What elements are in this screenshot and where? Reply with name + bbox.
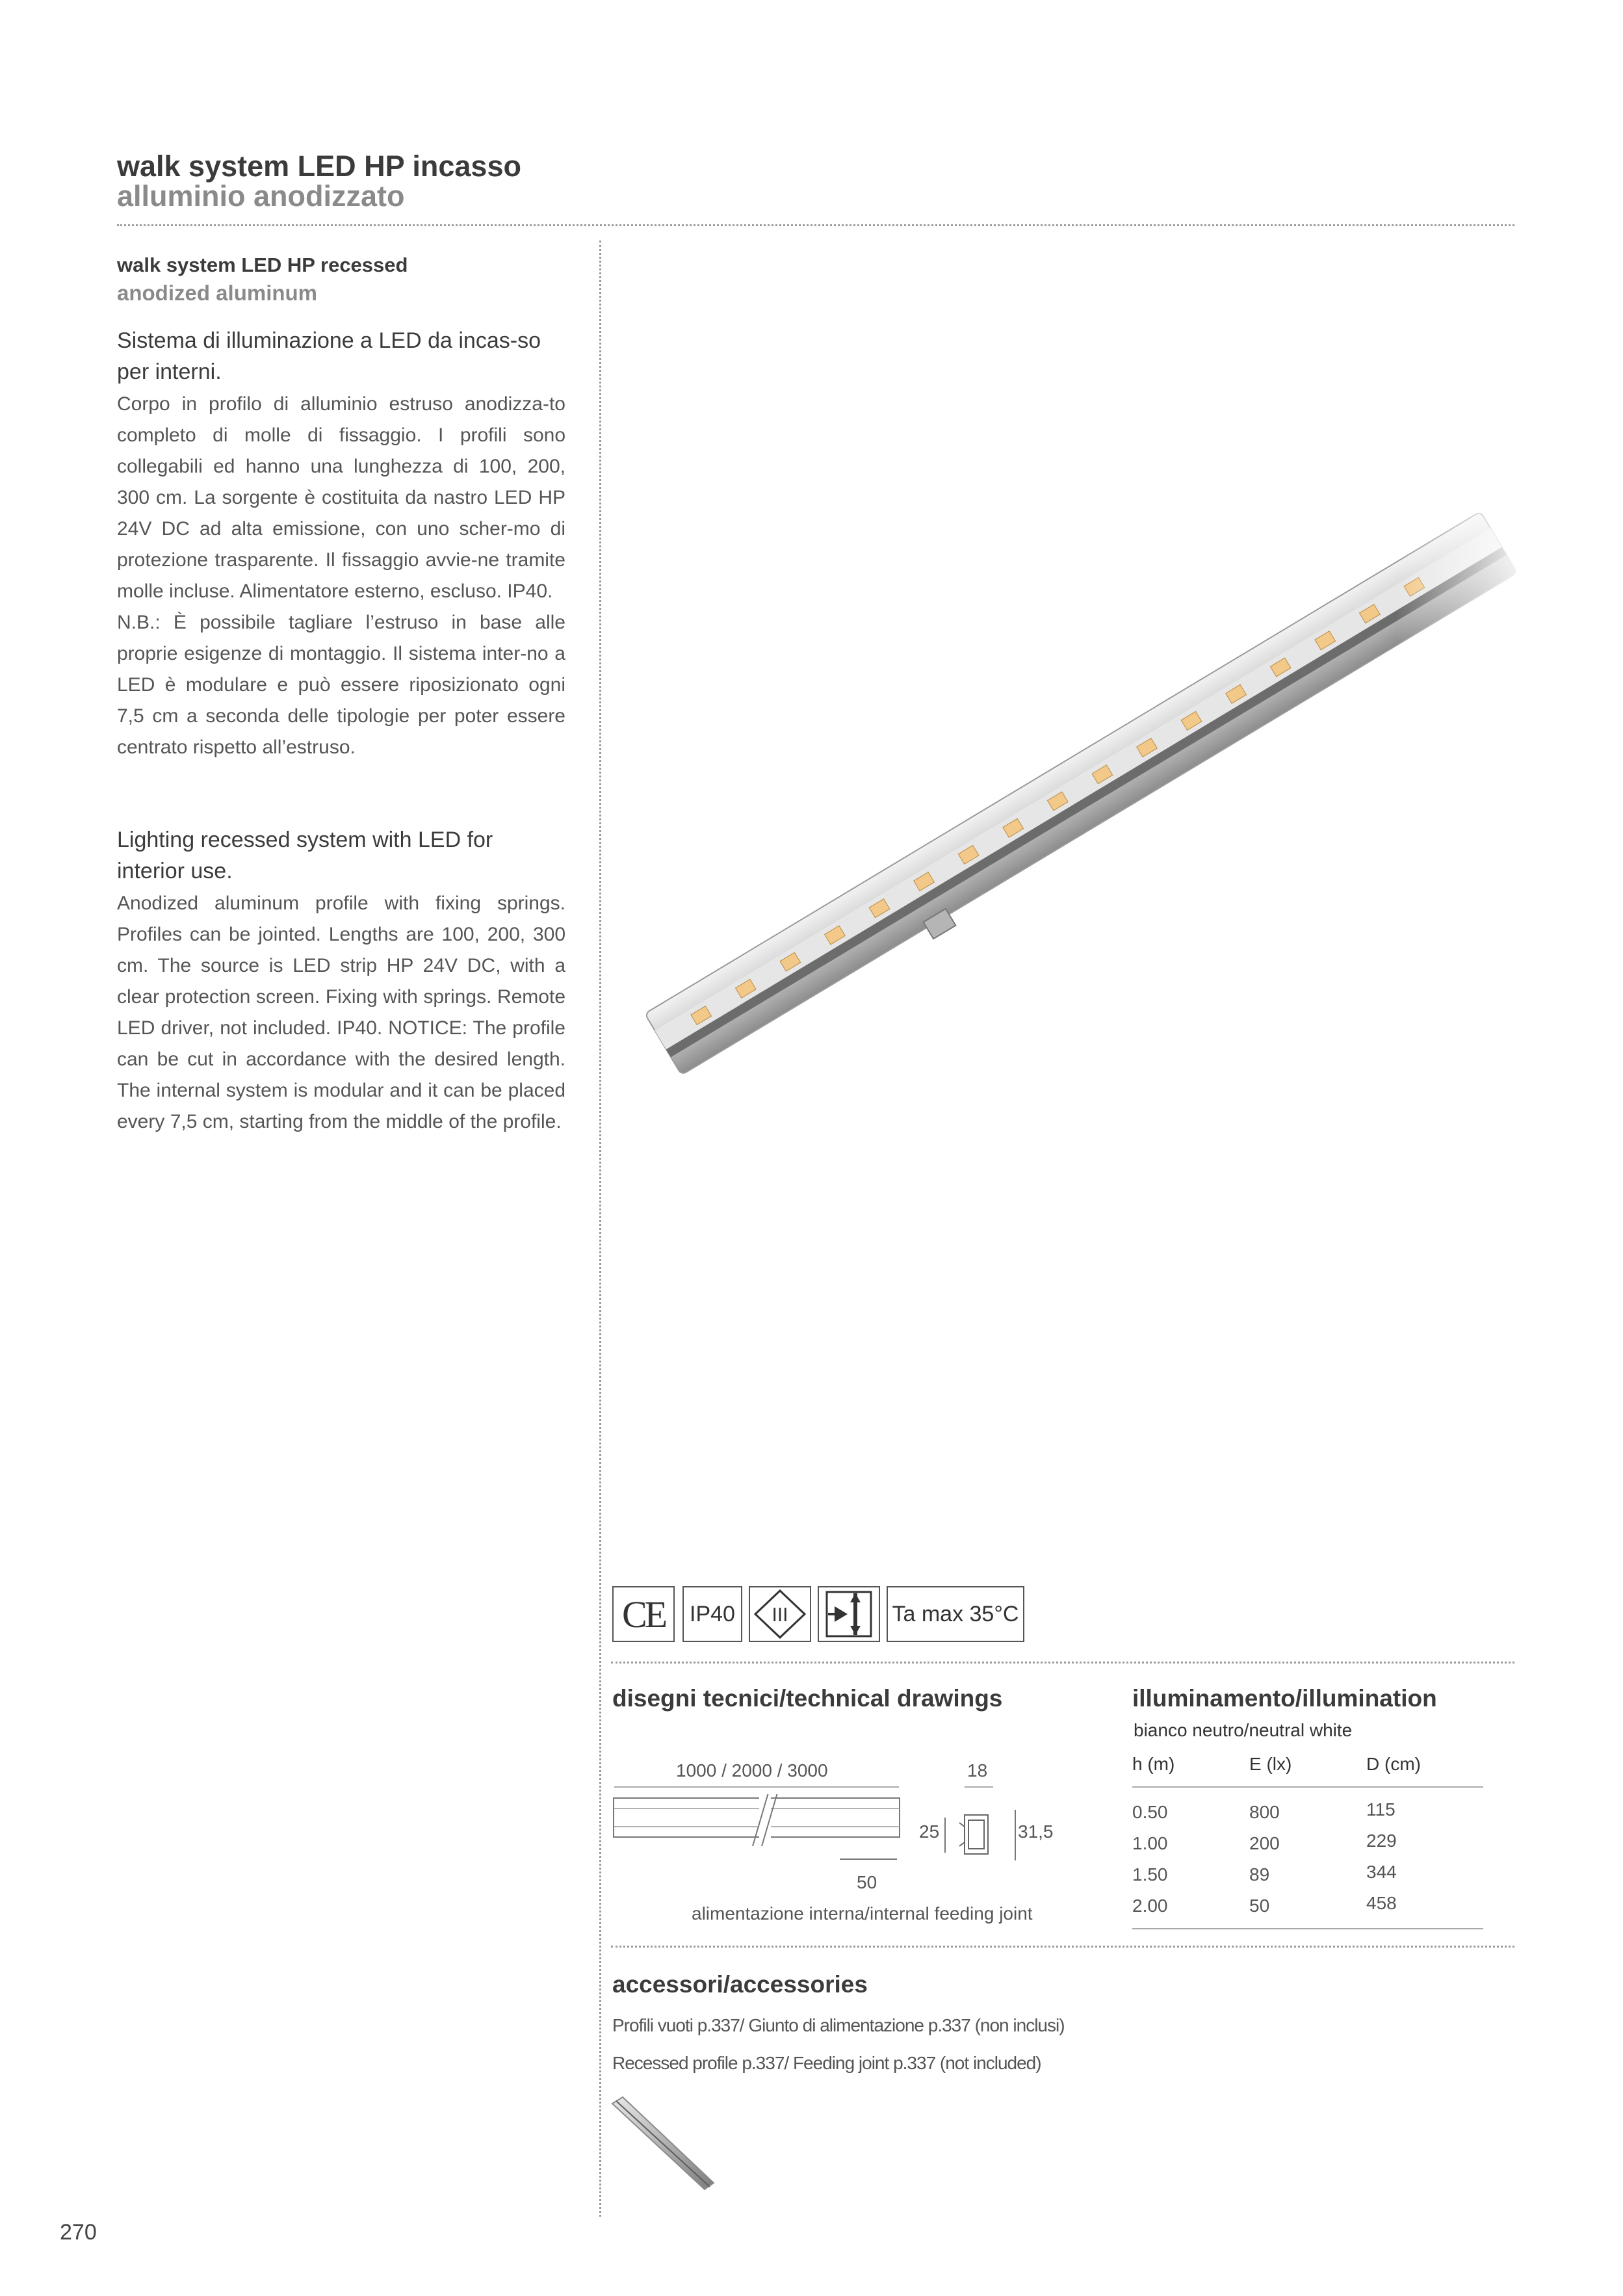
ip-rating-badge bbox=[682, 1586, 742, 1642]
width-dimension: 18 bbox=[967, 1760, 988, 1781]
accessories-title: accessori/accessories bbox=[612, 1971, 868, 1998]
accessories-divider bbox=[611, 1946, 1514, 1948]
italian-body bbox=[117, 389, 565, 763]
drawings-caption: alimentazione interna/internal feeding joint bbox=[692, 1903, 1033, 1924]
table-bottom-rule bbox=[1132, 1928, 1483, 1929]
english-title: walk system LED HP recessed bbox=[117, 254, 408, 276]
column-divider bbox=[599, 241, 601, 2217]
accessories-line-it: Profili vuoti p.337/ Giunto di alimentazione p.337 (non inclusi) bbox=[612, 2015, 1065, 2035]
ip-rating-label: IP40 bbox=[690, 1601, 735, 1626]
temperature-badge bbox=[887, 1586, 1024, 1642]
ce-mark-label: CE bbox=[621, 1593, 666, 1636]
column-header-diameter: D (cm) bbox=[1366, 1754, 1421, 1774]
height-dimension: 25 bbox=[919, 1821, 940, 1842]
table-cell: 800 bbox=[1249, 1802, 1280, 1822]
class-iii-icon bbox=[749, 1586, 811, 1642]
page-subtitle: alluminio anodizzato bbox=[117, 179, 405, 213]
table-cell: 1.00 bbox=[1132, 1833, 1168, 1853]
table-cell: 89 bbox=[1249, 1864, 1270, 1885]
length-dimension: 1000 / 2000 / 3000 bbox=[676, 1760, 828, 1781]
table-cell: 0.50 bbox=[1132, 1802, 1168, 1822]
recessed-mount-icon bbox=[818, 1586, 880, 1642]
product-photo bbox=[611, 481, 1534, 1131]
italian-heading: Sistema di illuminazione a LED da incas-so per interni. bbox=[117, 328, 541, 384]
table-cell: 2.00 bbox=[1132, 1896, 1168, 1916]
mid-divider bbox=[611, 1662, 1514, 1663]
italian-description: Corpo in profilo di alluminio estruso anodizza-to completo di molle di fissaggio. I profili sono collegabili ed hanno una lunghezza di 100, 200, 300 cm. La sorgente è costituita da nastro LED HP 24V DC ad alta emissione, con uno scher-mo di protezione trasparente. Il fissaggio avvie-ne tramite molle incluse. Alimentatore esterno, escluso. IP40. bbox=[117, 393, 565, 602]
column-header-height: h (m) bbox=[1132, 1754, 1175, 1774]
column-header-illuminance: E (lx) bbox=[1249, 1754, 1292, 1774]
temperature-label: Ta max 35°C bbox=[892, 1601, 1019, 1626]
italian-note: N.B.: È possibile tagliare l’estruso in base alle proprie esigenze di montaggio. Il sistema inter-no a LED è modulare e può essere riposizionato ogni 7,5 cm a seconda delle tipologie per poter essere centrato rispetto all’estruso. bbox=[117, 612, 565, 758]
table-cell: 229 bbox=[1366, 1831, 1397, 1851]
svg-text:III: III bbox=[772, 1604, 788, 1626]
table-cell: 50 bbox=[1249, 1896, 1270, 1916]
class-iii-symbol bbox=[753, 1588, 807, 1640]
top-divider bbox=[117, 224, 1514, 226]
accessories-line-en: Recessed profile p.337/ Feeding joint p.337 (not included) bbox=[612, 2053, 1041, 2073]
height-dimension-total: 31,5 bbox=[1018, 1821, 1054, 1842]
table-cell: 344 bbox=[1366, 1862, 1397, 1882]
table-cell: 115 bbox=[1366, 1799, 1396, 1820]
table-header-rule bbox=[1132, 1786, 1483, 1788]
english-body: Anodized aluminum profile with fixing springs. Profiles can be jointed. Lengths are 100, 200, 300 cm. The source is LED strip HP 24V DC, with a clear protection screen. Fixing with springs. Remote LED driver, not included. IP40. NOTICE: The profile can be cut in accordance with the desired length. The internal system is modular and it can be placed every 7,5 cm, starting from the middle of the profile. bbox=[117, 893, 565, 1132]
illumination-subtitle: bianco neutro/neutral white bbox=[1134, 1720, 1353, 1740]
accessory-profile-image bbox=[607, 2092, 731, 2202]
table-cell: 200 bbox=[1249, 1833, 1280, 1853]
english-subtitle: anodized aluminum bbox=[117, 281, 318, 305]
table-cell: 458 bbox=[1366, 1893, 1397, 1913]
illumination-title: illuminamento/illumination bbox=[1132, 1685, 1437, 1712]
width-dimension-line bbox=[965, 1786, 993, 1788]
joint-dimension: 50 bbox=[857, 1872, 877, 1892]
profile-side-drawing bbox=[612, 1794, 902, 1872]
drawings-title: disegni tecnici/technical drawings bbox=[612, 1685, 1003, 1712]
profile-section-drawing bbox=[942, 1801, 1027, 1872]
table-cell: 1.50 bbox=[1132, 1864, 1168, 1885]
length-dimension-line bbox=[614, 1786, 899, 1788]
ce-mark-icon bbox=[612, 1586, 675, 1642]
page-title: walk system LED HP incasso bbox=[117, 150, 521, 183]
english-heading: Lighting recessed system with LED for interior use. bbox=[117, 828, 493, 883]
page-number: 270 bbox=[60, 2220, 97, 2245]
